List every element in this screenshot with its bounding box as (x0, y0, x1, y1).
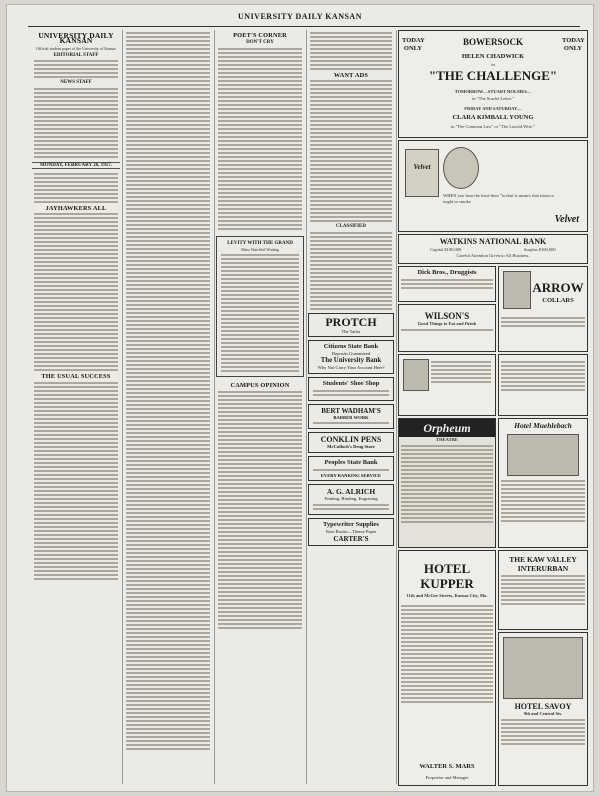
watkins-surplus: Surplus $100,000 (523, 247, 556, 252)
protch-ad (308, 313, 394, 338)
watkins-bank-name: WATKINS NATIONAL BANK (439, 237, 547, 246)
dateline: MONDAY, FEBRUARY 26, 1917. (32, 162, 120, 169)
column-divider (306, 30, 307, 784)
velvet-tin-label: Velvet (413, 163, 431, 171)
tobacco-tin-image (405, 149, 439, 197)
masthead (6, 12, 594, 26)
helen-chadwick: HELEN CHADWICK (461, 53, 525, 60)
advertisements (398, 30, 588, 788)
hotel-savoy-address: 9th and Central Sts. (523, 711, 563, 716)
wadham-ad (308, 404, 394, 430)
typewriter-ad (308, 518, 394, 546)
velvet-signature: Velvet (554, 214, 579, 225)
wadham-name: BERT WADHAM'S (321, 406, 381, 415)
masthead-title: UNIVERSITY DAILY KANSAN (238, 12, 362, 21)
wilsons-name: WILSON'S (424, 311, 470, 321)
article-text (124, 32, 212, 750)
conklin-name: CONKLIN PENS (320, 435, 382, 445)
editorial-column (32, 30, 120, 785)
poets-corner-heading: POET'S CORNER (233, 32, 287, 39)
editorial-text (32, 213, 120, 371)
hotel-kupper-ad (398, 550, 496, 786)
today-only-left: TODAY ONLY (402, 37, 425, 52)
want-ads-text (308, 80, 394, 222)
peoples-bank-name: Peoples State Bank (324, 458, 378, 466)
peoples-bank-ad (308, 456, 394, 482)
bowersock-ad (398, 30, 588, 138)
column-divider (122, 30, 123, 784)
staff-list (32, 60, 120, 78)
watkins-bank-ad (398, 234, 588, 264)
editorial-staff-heading: EDITORIAL STAFF (53, 52, 99, 58)
aldrich-ad (308, 484, 394, 515)
citizens-bank-subtitle: Deposits Guaranteed (331, 351, 371, 357)
bowersock-name: BOWERSOCK (462, 37, 523, 47)
tomorrow-line: TOMORROW—STUART HOLMES— (454, 89, 532, 94)
campus-opinion-heading: CAMPUS OPINION (230, 382, 290, 390)
wilsons-subtitle: Good Things to Eat and Drink (417, 321, 477, 326)
orpheum-subtitle: THEATRE (436, 437, 458, 442)
publication-notice (32, 120, 120, 158)
editorial-headline: JAYHAWKERS ALL (45, 205, 107, 213)
classified-heading: CLASSIFIED (335, 224, 366, 230)
interurban-name: THE KAW VALLEY INTERURBAN (509, 555, 577, 573)
protch-name: PROTCH (325, 314, 377, 329)
specials-ad (398, 354, 496, 416)
arrow-collar-ad (498, 266, 588, 352)
typewriter-subtitle: Note Books—Theme Paper (325, 528, 377, 534)
editorial-headline: THE USUAL SUCCESS (41, 373, 111, 381)
shoe-shop-name: Students' Shoe Shop (322, 379, 380, 387)
poem-title: DON'T CRY (246, 40, 274, 46)
levity-text (219, 254, 301, 372)
levity-heading: LEVITY WITH THE GRAND (227, 240, 293, 246)
column-divider (214, 30, 215, 784)
dick-bros-ad (398, 266, 496, 302)
campus-opinion-text (216, 391, 304, 629)
hotel-savoy-ad (498, 632, 588, 786)
the-challenge: "THE CHALLENGE" (428, 68, 558, 83)
hotel-kupper-name: HOTEL KUPPER (420, 561, 474, 591)
arrow-subtitle: COLLARS (542, 297, 574, 304)
muehlebach-name: Hotel Muehlebach (514, 421, 572, 430)
friday-line: FRIDAY AND SATURDAY— (464, 106, 522, 111)
common-law-line: in "The Common Law" or "The Lawful Wife." (450, 124, 536, 129)
in-label: in (491, 62, 495, 67)
walter-mars: WALTER S. MARS (419, 763, 475, 770)
clara-line: CLARA KIMBALL YOUNG (452, 114, 534, 121)
levity-box (216, 236, 304, 377)
want-ads-column (308, 30, 394, 785)
orpheum-name: Orpheum (399, 419, 495, 437)
paper-name: UNIVERSITY DAILY KANSAN (38, 31, 114, 46)
watkins-subtitle: Careful Attention Given to All Business. (456, 252, 530, 258)
aldrich-name: A. G. ALRICH (326, 487, 376, 497)
specials-image (403, 359, 429, 391)
news-staff-heading: NEWS STAFF (60, 80, 92, 86)
dick-bros-name: Dick Bros., Druggists (417, 269, 477, 276)
citizens-bank-name: Citizens State Bank (323, 343, 379, 351)
arrow-name: ARROW (532, 280, 584, 295)
poem-text (216, 48, 304, 230)
hotel-illustration (507, 434, 579, 476)
conklin-subtitle: McCulloch's Drug Store (327, 444, 375, 450)
remember-ad (498, 354, 588, 416)
conklin-ad (308, 432, 394, 453)
masthead-rule (28, 26, 580, 27)
protch-subtitle: The Tailor (341, 328, 361, 334)
university-bank-name: The University Bank (320, 357, 382, 364)
newspaper-page (6, 4, 594, 792)
interurban-ad (498, 550, 588, 630)
staff-list (32, 88, 120, 118)
levity-subheading: Mens Watchful Waiting (241, 247, 279, 253)
citizens-bank-ad (308, 340, 394, 373)
article-column (124, 30, 212, 785)
velvet-ad (398, 140, 588, 232)
column-divider (396, 30, 397, 784)
want-ads-heading: WANT ADS (333, 72, 369, 79)
university-bank-subtitle: Why Not Carry Your Account Here? (317, 365, 385, 370)
poets-column (216, 30, 304, 785)
velvet-copy: WHEN you hear the frost-door "lockin' it mean's that tobacco ought to smoke (443, 193, 555, 204)
aldrich-subtitle: Printing, Binding, Engraving (324, 496, 378, 502)
hotel-kupper-address: 11th and McGee Streets, Kansas City, Mo. (406, 593, 488, 598)
walter-mars-title: Proprietor and Manager (425, 774, 469, 780)
paper-subtitle: Official student paper of the University of Kansas (36, 45, 116, 51)
classified-text (308, 232, 394, 310)
today-only-right: TODAY ONLY (562, 37, 585, 52)
editorial-text (32, 173, 120, 203)
muehlebach-ad (498, 418, 588, 548)
collar-illustration (503, 271, 531, 309)
orpheum-ad (398, 418, 496, 548)
hotel-savoy-name: HOTEL SAVOY (514, 702, 572, 711)
peoples-bank-subtitle: EVERY BANKING SERVICE (320, 472, 382, 478)
verse-text (308, 32, 394, 70)
wilsons-ad (398, 304, 496, 352)
editorial-text (32, 382, 120, 580)
scarlet-line: in "The Scarlet Letter." (472, 96, 514, 101)
shoe-shop-ad (308, 377, 394, 401)
wadham-subtitle: BARBER WORK (333, 414, 369, 420)
typewriter-store: CARTER'S (333, 534, 369, 543)
hotel-savoy-image (503, 637, 583, 699)
watkins-capital: Capital $100,000 (430, 247, 462, 252)
illustration-image (443, 147, 479, 189)
typewriter-name: Typewriter Supplies (323, 520, 379, 528)
